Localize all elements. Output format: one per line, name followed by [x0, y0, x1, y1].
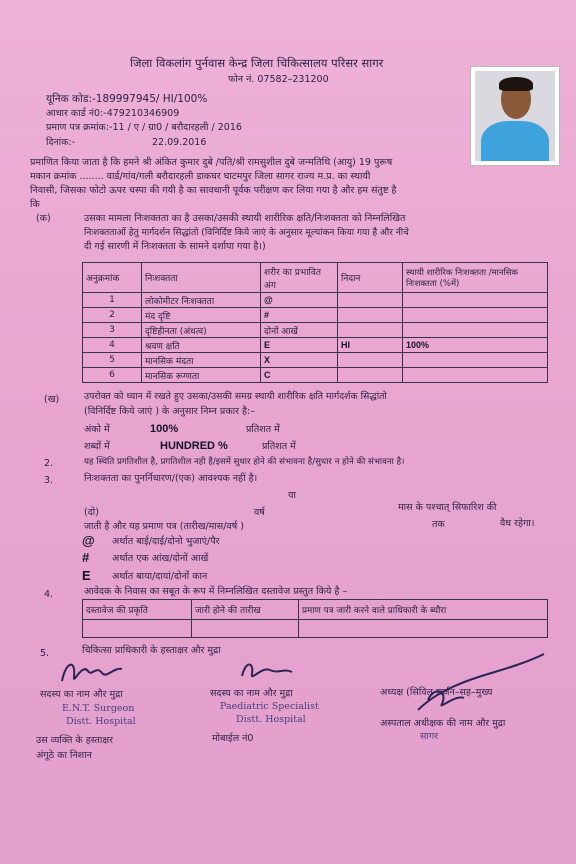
- table-cell: [338, 368, 403, 383]
- legend-symbol: #: [82, 550, 90, 565]
- legend-text: अर्थात एक आंख/दोनों आखें: [112, 553, 209, 564]
- clause-ka-label: (क): [36, 213, 51, 224]
- table-cell: दोनों आखें: [261, 323, 338, 338]
- clause-ka-line-1: उसका मामला निःशक्तता का है उसका/उसकी स्थायी शारीरिक क्षति/निःशक्तता को निम्नलिखित: [84, 213, 406, 224]
- table-header: प्रमाण पत्र जारी करने वाले प्राधिकारी के ब्यौरा: [299, 600, 548, 620]
- point-2-text: यह स्थिति प्रगतिशील है, प्रगतिशील नही है/इसमें सुधार होने की संभावना है/सुधार न होने की संभावना है।: [84, 457, 405, 467]
- member-2-stamp-title: Paediatric Specialist: [220, 701, 319, 712]
- point-3-text: निःशक्तता का पुनर्निधारण/(एक) आवश्यक नहीं है।: [84, 473, 258, 484]
- body-line-4: कि: [30, 199, 40, 210]
- table-cell: HI: [338, 338, 403, 353]
- table-cell: [338, 353, 403, 368]
- table-cell: दृष्टिहीनता (अंधत्व): [142, 323, 261, 338]
- clause-kha-label: (ख): [44, 394, 60, 405]
- table-header-row: [83, 600, 548, 620]
- clause-ka-line-3: दी गई सारणी में निःशक्तता के सामने दर्शाया गया है।): [84, 241, 266, 252]
- point-do-year: वर्ष: [254, 507, 265, 518]
- date-label: दिनांक:-: [46, 137, 76, 148]
- applicant-signature-label: उस व्यक्ति के हस्ताक्षर: [36, 735, 114, 746]
- date-value: 22.09.2016: [152, 137, 207, 148]
- applicant-photo: [470, 66, 560, 166]
- validity-until: तक: [432, 519, 445, 530]
- digits-value: 100%: [150, 423, 179, 435]
- table-cell: 2: [83, 308, 142, 323]
- table-row: [83, 338, 548, 353]
- table-header: जारी होने की तारीख: [192, 600, 299, 620]
- chairman-label: अध्यक्ष (सिविल सर्जन–सह–मुख्य: [380, 687, 493, 698]
- table-header: स्थायी शारीरिक निःशक्तता /मानसिक निःशक्तता (%में): [403, 263, 548, 293]
- member-1-stamp-title: E.N.T. Surgeon: [62, 703, 135, 714]
- point-3-number: 3.: [44, 475, 54, 486]
- point-do-end: मास के पश्चात् सिफारिश की: [398, 502, 497, 513]
- table-cell: X: [261, 353, 338, 368]
- table-header: अनुक्रमांक: [83, 263, 142, 293]
- table-cell: [338, 293, 403, 308]
- unique-code: यूनिक कोड:-189997945/ HI/100%: [46, 93, 208, 105]
- table-cell: 1: [83, 293, 142, 308]
- table-cell: 4: [83, 338, 142, 353]
- header-title: जिला विकलांग पुर्नवास केन्द्र जिला चिकित्सालय परिसर सागर: [130, 56, 384, 70]
- residence-proof-table: [82, 599, 548, 638]
- table-cell: 6: [83, 368, 142, 383]
- point-4-number: 4.: [44, 589, 54, 600]
- table-header-row: [83, 263, 548, 293]
- point-2-number: 2.: [44, 458, 54, 469]
- certificate-number: प्रमाण पत्र क्रमांक:-11 / ए / ग्रा0 / बरौदारहली / 2016: [46, 122, 242, 133]
- table-cell: 5: [83, 353, 142, 368]
- table-cell: #: [261, 308, 338, 323]
- validity-end: वैध रहेगा।: [500, 518, 535, 529]
- clause-ka-line-2: निःशक्तताओं हेतु मार्गदर्शन सिद्धांतो (विनिर्दिष्ट किये जाएं के अनुसार मूल्यांकन किया गया है और नीचे: [84, 228, 409, 238]
- table-cell: E: [261, 338, 338, 353]
- table-row: [83, 353, 548, 368]
- legend-symbol: @: [82, 533, 95, 548]
- words-suffix: प्रतिशत में: [262, 441, 296, 452]
- table-header: दस्तावेज की प्रकृति: [83, 600, 192, 620]
- point-5-number: 5.: [40, 648, 50, 659]
- table-row: [83, 293, 548, 308]
- table-cell: [403, 293, 548, 308]
- chairman-label-2: अस्पताल अधीक्षक की नाम और मुद्रा: [380, 718, 506, 729]
- table-cell: [338, 308, 403, 323]
- table-header: निःशक्तता: [142, 263, 261, 293]
- table-cell: 100%: [403, 338, 548, 353]
- thumb-impression-label: अंगूठे का निशान: [36, 750, 92, 761]
- table-cell: [338, 323, 403, 338]
- table-cell: मानसिक मंदता: [142, 353, 261, 368]
- table-row: [83, 368, 548, 383]
- legend-text: अर्थात बाई/दाई/दोनो भुजाएं/पैर: [112, 536, 220, 547]
- signature-1: [58, 655, 128, 691]
- member-2-mobile: मोबाईल नं0: [212, 733, 254, 744]
- table-row: [83, 308, 548, 323]
- table-header: शरीर का प्रभावित अंग: [261, 263, 338, 293]
- table-cell: C: [261, 368, 338, 383]
- table-cell: श्रवण क्षति: [142, 338, 261, 353]
- header-phone: फोन नं. 07582–231200: [228, 74, 329, 85]
- body-line-2: मकान क्रमांक ........ वार्ड/गांव/गली बरौदारहली डाकघर घाटमपुर जिला सागर राज्य म.प्र. का स्थायी: [30, 171, 371, 182]
- signature-3: [408, 650, 548, 720]
- or-label: या: [288, 490, 296, 501]
- words-label: शब्दों में: [84, 441, 110, 452]
- table-cell: लोकोमीटर निःशक्तता: [142, 293, 261, 308]
- table-header: निदान: [338, 263, 403, 293]
- table-cell: [403, 353, 548, 368]
- table-cell: 3: [83, 323, 142, 338]
- point-do-label: (दो): [84, 507, 99, 518]
- legend-text: अर्थात बाया/दायां/दोनों कान: [112, 571, 208, 582]
- table-cell: [403, 368, 548, 383]
- chairman-stamp: सागर: [420, 731, 439, 742]
- table-cell: मंद दृष्टि: [142, 308, 261, 323]
- disability-table: [82, 262, 548, 383]
- table-cell: [403, 323, 548, 338]
- table-cell: मानसिक रूग्णता: [142, 368, 261, 383]
- digits-label: अंको में: [84, 424, 110, 435]
- body-line-1: प्रमाणित किया जाता है कि हमने श्री अंकित कुमार दुबे /पति/श्री रामसुशील दुबे जन्मतिथि (आयु) 19 पुरूष: [30, 157, 393, 168]
- member-2-label: सदस्य का नाम और मुद्रा: [210, 688, 293, 699]
- member-1-stamp-place: Distt. Hospital: [66, 716, 136, 727]
- table-row: [83, 323, 548, 338]
- aadhaar-number: आधार कार्ड नं0:-479210346909: [46, 108, 180, 119]
- digits-suffix: प्रतिशत में: [246, 424, 280, 435]
- clause-kha-line-1: उपरोक्त को ध्यान में रखते हुए उसका/उसकी समग्र स्थायी शारीरिक क्षति मार्गदर्शक सिद्धांतो: [84, 391, 387, 402]
- table-row: [83, 620, 548, 638]
- table-cell: [403, 308, 548, 323]
- member-2-stamp-place: Distt. Hospital: [236, 714, 306, 725]
- legend-symbol: E: [82, 568, 91, 583]
- point-4-text: आवेदक के निवास का सबूत के रूप में निम्नलिखित दस्तावेज प्रस्तुत किये है –: [84, 586, 348, 597]
- point-5-text: चिकित्सा प्राधिकारी के हस्ताक्षर और मुद्रा: [82, 645, 221, 656]
- validity-line: जाती है और यह प्रमाण पत्र (तारीख/मास/वर्ष ): [84, 521, 244, 532]
- words-value: HUNDRED %: [160, 440, 228, 452]
- body-line-3: निवासी, जिसका फोटो ऊपर चस्पा की गयी है का सावधानी पूर्वक परीक्षण कर लिया गया है और हम संतुष्ट है: [30, 185, 397, 196]
- table-cell: @: [261, 293, 338, 308]
- signature-2: [236, 656, 296, 684]
- member-1-label: सदस्य का नाम और मुद्रा: [40, 689, 123, 700]
- clause-kha-line-2: (विनिर्दिष्ट किये जाएं ) के अनुसार निम्न प्रकार है:–: [84, 406, 255, 417]
